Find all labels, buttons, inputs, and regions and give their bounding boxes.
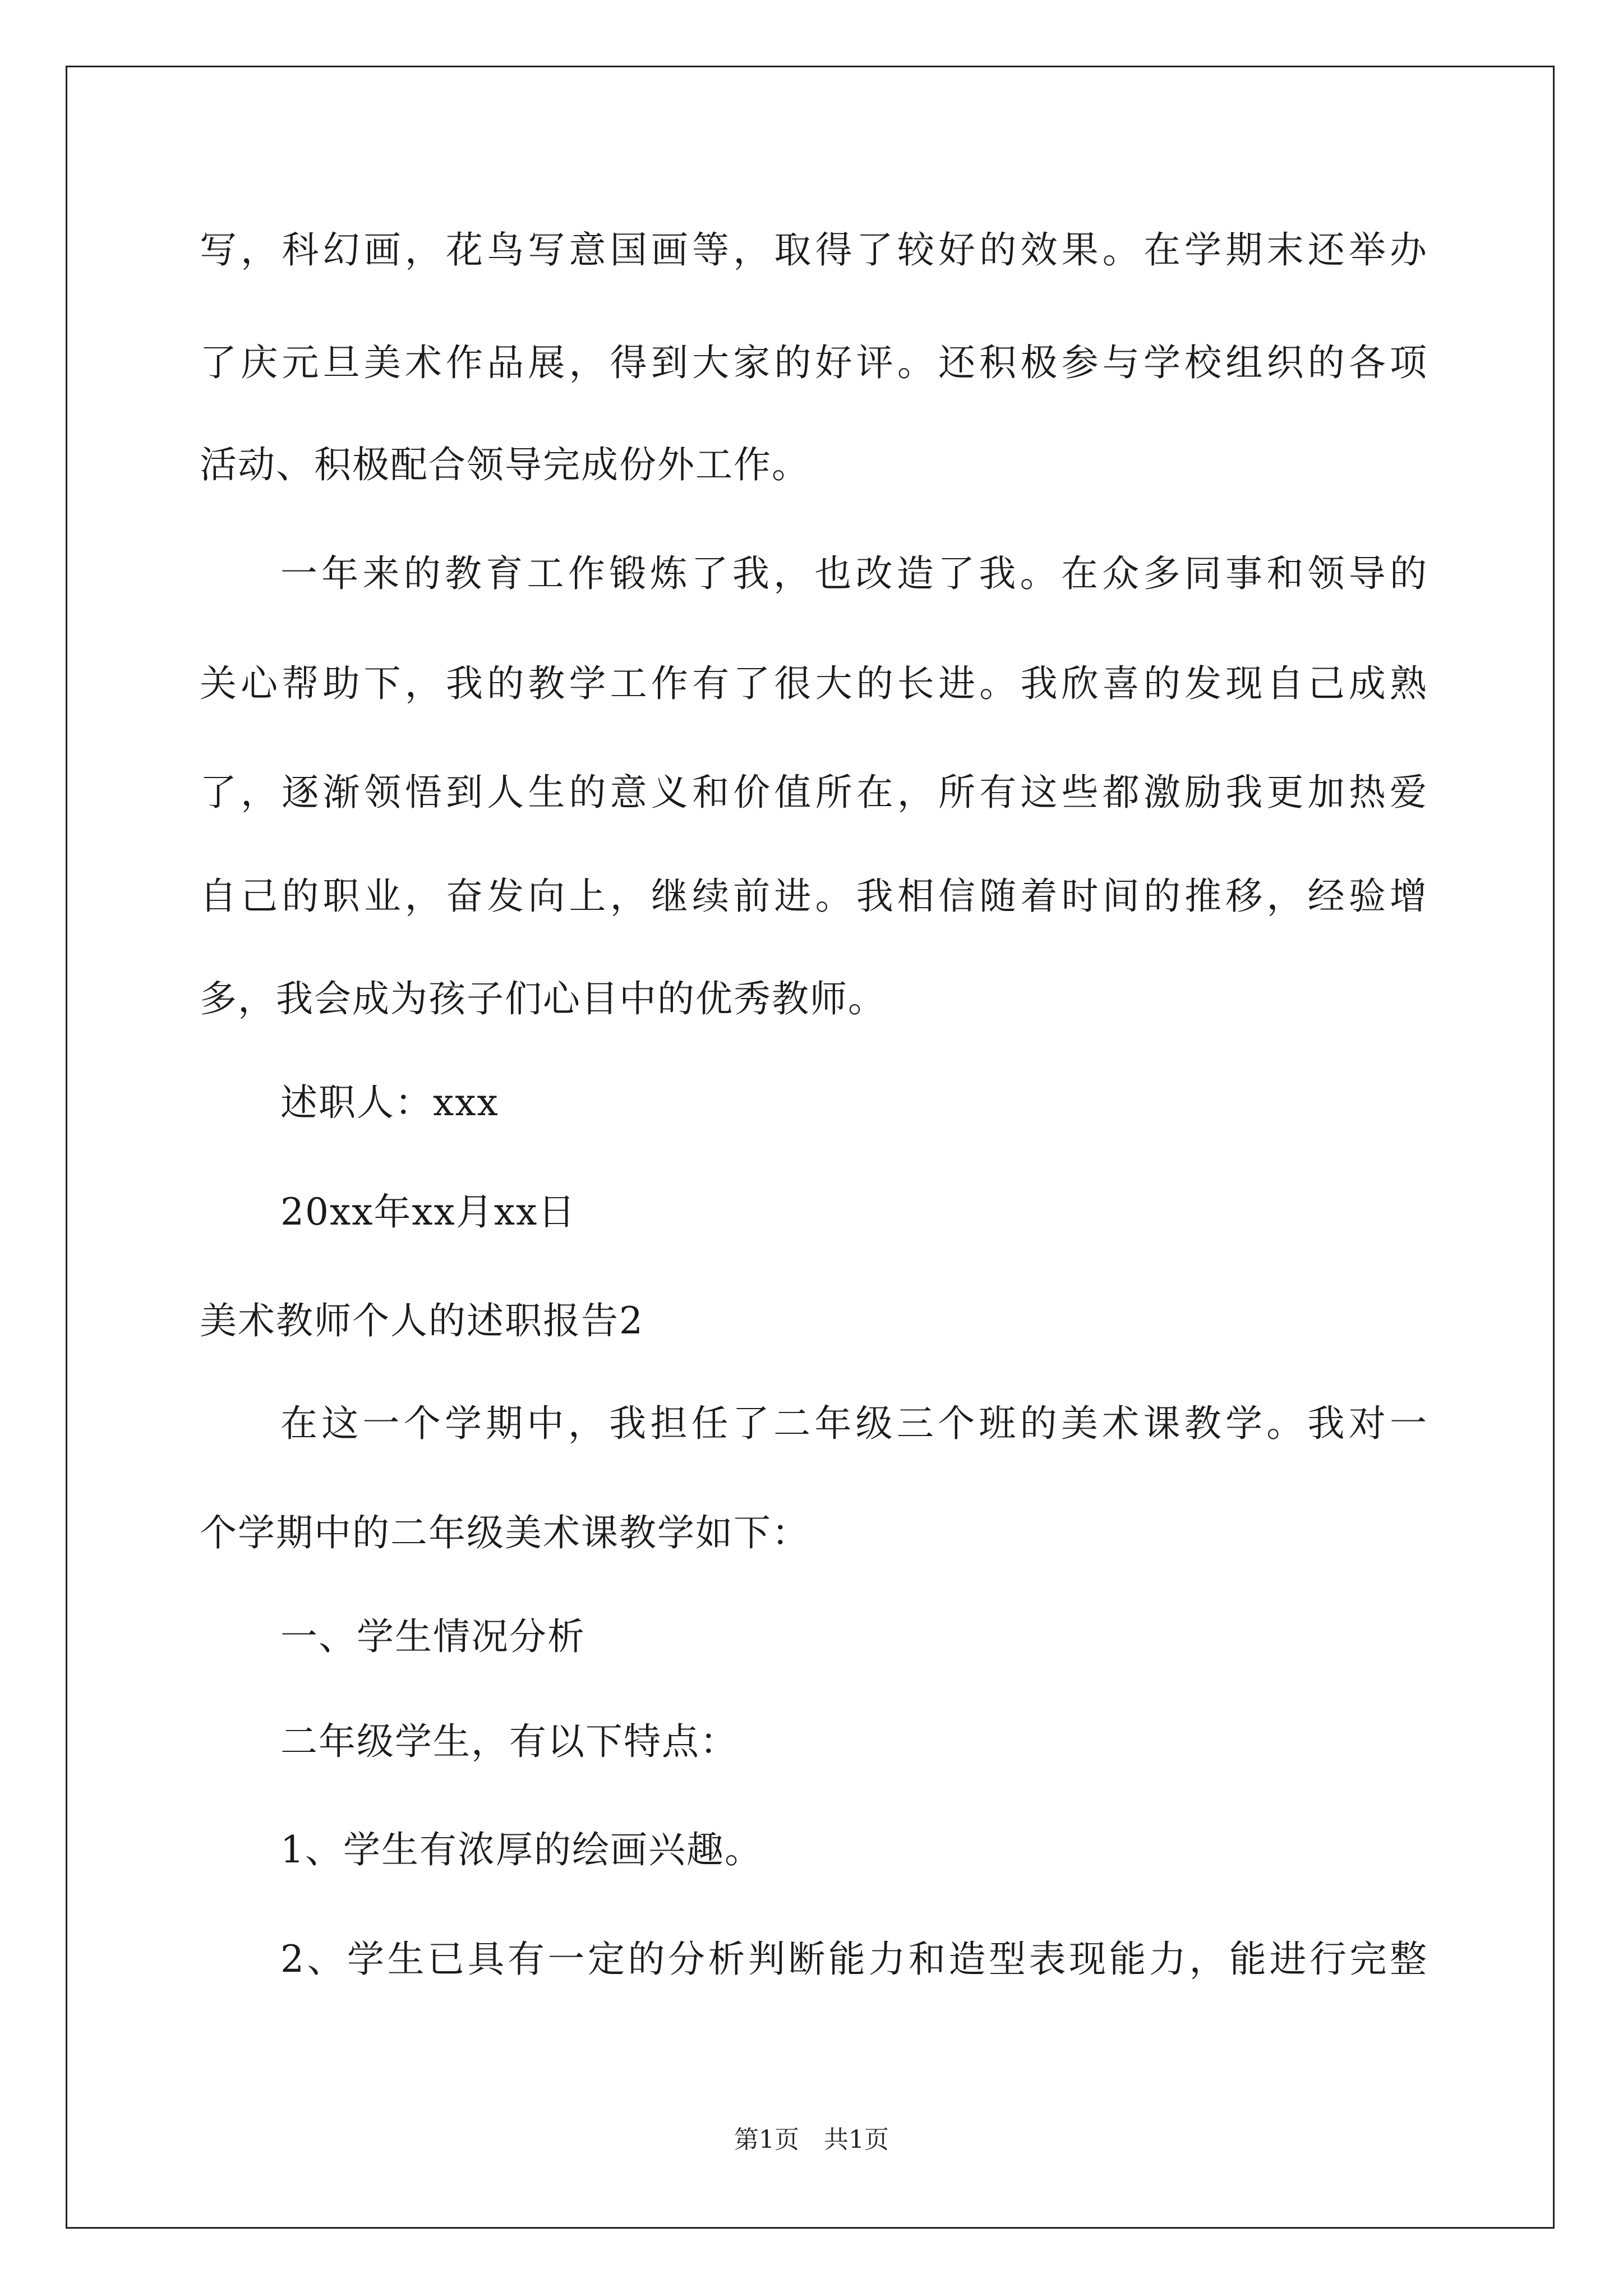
- paragraph-line: 了庆元旦美术作品展，得到大家的好评。还积极参与学校组织的各项: [200, 341, 1428, 384]
- subheading: 一、学生情况分析: [280, 1615, 585, 1658]
- signer-line: 述职人：xxx: [280, 1081, 499, 1124]
- page-footer: [0, 2125, 1623, 2154]
- list-item: 1、学生有浓厚的绘画兴趣。: [280, 1828, 763, 1871]
- paragraph-line: 二年级学生，有以下特点：: [280, 1720, 738, 1763]
- page-total: 共1页: [824, 2125, 889, 2154]
- paragraph-line: 写，科幻画，花鸟写意国画等，取得了较好的效果。在学期末还举办: [200, 228, 1428, 272]
- paragraph-line: 关心帮助下，我的教学工作有了很大的长进。我欣喜的发现自己成熟: [200, 662, 1428, 705]
- paragraph-line: 个学期中的二年级美术课教学如下：: [200, 1511, 810, 1554]
- page-number: 第1页: [734, 2125, 799, 2154]
- page-border: [66, 66, 1555, 2229]
- paragraph-line: 活动、积极配合领导完成份外工作。: [200, 443, 810, 486]
- date-line: 20xx年xx月xx日: [280, 1190, 577, 1234]
- section-heading: 美术教师个人的述职报告2: [200, 1299, 644, 1342]
- paragraph-line: 多，我会成为孩子们心目中的优秀教师。: [200, 977, 886, 1020]
- paragraph-line: 自己的职业，奋发向上，继续前进。我相信随着时间的推移，经验增: [200, 875, 1428, 918]
- paragraph-line: 了，逐渐领悟到人生的意义和价值所在，所有这些都激励我更加热爱: [200, 771, 1428, 814]
- paragraph-line: 在这一个学期中，我担任了二年级三个班的美术课教学。我对一: [280, 1402, 1428, 1445]
- paragraph-line: 一年来的教育工作锻炼了我，也改造了我。在众多同事和领导的: [280, 552, 1428, 595]
- list-item: 2、学生已具有一定的分析判断能力和造型表现能力，能进行完整: [280, 1938, 1428, 1981]
